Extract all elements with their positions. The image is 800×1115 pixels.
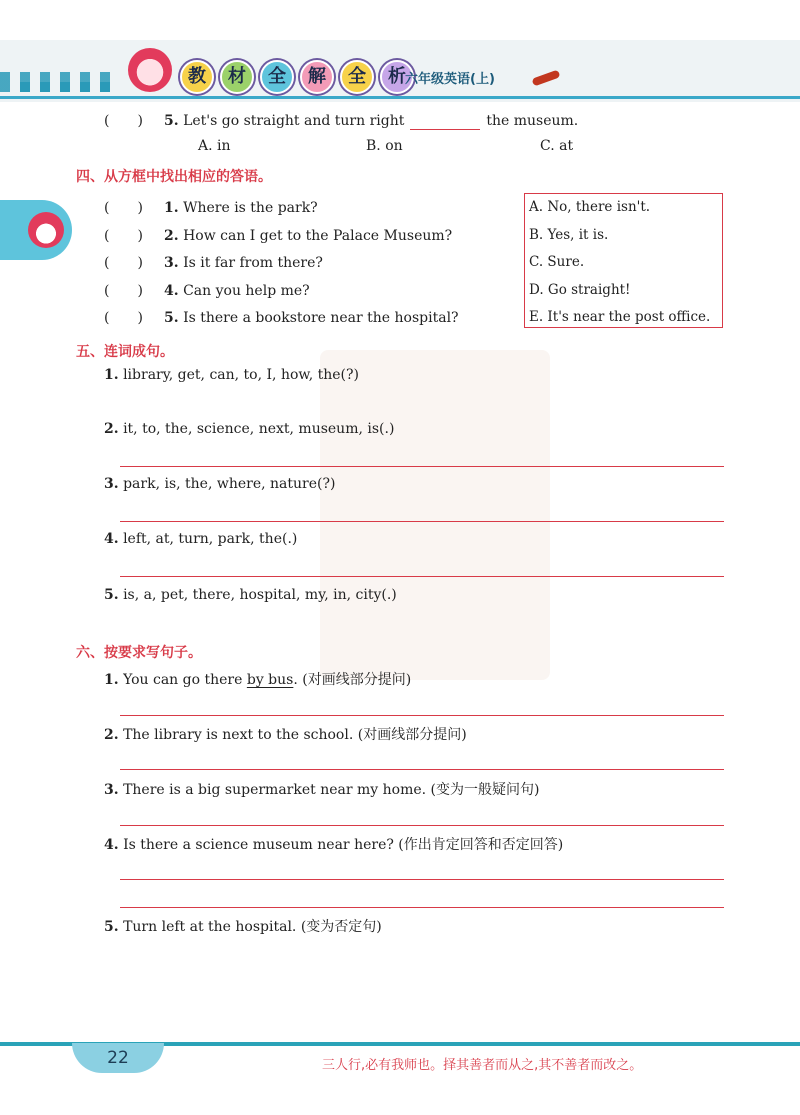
question-number: 2. bbox=[104, 421, 119, 437]
match-row bbox=[104, 307, 459, 327]
underlined-part: by bus bbox=[246, 672, 294, 688]
question-number: 5. bbox=[104, 587, 119, 603]
question-number: 2. bbox=[104, 727, 119, 743]
question-number: 1. bbox=[104, 672, 119, 688]
title-char: 材 bbox=[220, 60, 254, 94]
question-text: Let's go straight and turn right bbox=[183, 113, 405, 129]
question-text: Is it far from there? bbox=[183, 255, 323, 271]
question-number: 5. bbox=[164, 310, 179, 326]
title-char: 教 bbox=[180, 60, 214, 94]
answer-option: A. No, there isn't. bbox=[529, 199, 651, 215]
instruction: . (对画线部分提问) bbox=[293, 672, 412, 688]
answer-line[interactable] bbox=[120, 825, 724, 826]
question-number: 3. bbox=[104, 782, 119, 798]
option-c: C. at bbox=[540, 138, 574, 154]
question-number: 4. bbox=[164, 283, 179, 299]
mascot-icon bbox=[128, 48, 172, 92]
answer-line[interactable] bbox=[120, 466, 724, 467]
match-row bbox=[104, 225, 452, 245]
instruction: (变为否定句) bbox=[296, 919, 382, 935]
question-text: Where is the park? bbox=[183, 200, 318, 216]
question-text: How can I get to the Palace Museum? bbox=[183, 228, 453, 244]
rewrite-row bbox=[104, 669, 411, 689]
question-number: 4. bbox=[104, 837, 119, 853]
answer-bracket[interactable]: ( ) bbox=[104, 310, 143, 326]
book-title bbox=[180, 60, 414, 94]
instruction: (变为一般疑问句) bbox=[426, 782, 540, 798]
book-subtitle: 六年级英语(上) bbox=[405, 72, 495, 87]
answer-option: B. Yes, it is. bbox=[529, 226, 609, 243]
question-number: 1. bbox=[164, 200, 179, 216]
title-char: 析 bbox=[380, 60, 414, 94]
match-row bbox=[104, 280, 310, 300]
sentence-row bbox=[104, 421, 394, 437]
question-text: is, a, pet, there, hospital, my, in, city(.) bbox=[123, 587, 397, 603]
answer-options-box bbox=[524, 193, 723, 328]
section-title: 五、连词成句。 bbox=[76, 344, 174, 360]
answer-line[interactable] bbox=[120, 907, 724, 908]
sentence-row bbox=[104, 367, 359, 383]
answer-bracket[interactable]: ( ) bbox=[104, 200, 143, 216]
question-text: it, to, the, science, next, museum, is(.) bbox=[123, 421, 395, 437]
option-a: A. in bbox=[198, 138, 231, 154]
title-char: 全 bbox=[260, 60, 294, 94]
fox-mascot-icon bbox=[28, 212, 64, 248]
fill-blank[interactable] bbox=[410, 115, 480, 130]
question-text: Can you help me? bbox=[183, 283, 310, 299]
question-number: 1. bbox=[104, 367, 119, 383]
rewrite-row bbox=[104, 779, 539, 799]
answer-line[interactable] bbox=[120, 879, 724, 880]
option-b: B. on bbox=[366, 138, 403, 154]
answer-bracket[interactable]: ( ) bbox=[104, 113, 143, 129]
question-text: The library is next to the school. bbox=[123, 727, 354, 743]
question-number: 3. bbox=[164, 255, 179, 271]
question-text: Is there a science museum near here? bbox=[123, 837, 394, 853]
question-number: 5. bbox=[104, 919, 119, 935]
page-number: 22 bbox=[107, 1048, 129, 1068]
match-row bbox=[104, 252, 323, 272]
answer-line[interactable] bbox=[120, 715, 724, 716]
watermark bbox=[320, 350, 550, 680]
answer-bracket[interactable]: ( ) bbox=[104, 255, 143, 271]
rewrite-row bbox=[104, 916, 382, 936]
question-text: library, get, can, to, I, how, the(?) bbox=[123, 367, 359, 383]
question-text: park, is, the, where, nature(?) bbox=[123, 476, 336, 492]
answer-option: D. Go straight! bbox=[529, 281, 631, 298]
header-rule bbox=[0, 96, 800, 99]
sentence-row bbox=[104, 587, 397, 603]
question-text: left, at, turn, park, the(.) bbox=[123, 531, 298, 547]
title-char: 全 bbox=[340, 60, 374, 94]
answer-line[interactable] bbox=[120, 769, 724, 770]
match-row bbox=[104, 197, 318, 217]
instruction: (作出肯定回答和否定回答) bbox=[393, 837, 564, 853]
section-title: 六、按要求写句子。 bbox=[76, 645, 202, 661]
answer-bracket[interactable]: ( ) bbox=[104, 228, 143, 244]
question-text: the museum. bbox=[486, 113, 579, 129]
section-title: 四、从方框中找出相应的答语。 bbox=[76, 169, 272, 185]
question-text: You can go there bbox=[123, 672, 243, 688]
question-row bbox=[104, 110, 578, 130]
question-text: Turn left at the hospital. bbox=[123, 919, 297, 935]
rewrite-row bbox=[104, 724, 467, 744]
question-number: 3. bbox=[104, 476, 119, 492]
sentence-row bbox=[104, 476, 335, 492]
instruction: (对画线部分提问) bbox=[353, 727, 467, 743]
answer-option: C. Sure. bbox=[529, 254, 585, 270]
question-number: 5. bbox=[164, 113, 179, 129]
answer-line[interactable] bbox=[120, 576, 724, 577]
question-text: There is a big supermarket near my home. bbox=[123, 782, 427, 798]
header-checker-decoration-2 bbox=[10, 82, 120, 92]
footer-motto: 三人行,必有我师也。择其善者而从之,其不善者而改之。 bbox=[322, 1058, 643, 1073]
answer-bracket[interactable]: ( ) bbox=[104, 283, 143, 299]
question-text: Is there a bookstore near the hospital? bbox=[183, 310, 459, 326]
answer-line[interactable] bbox=[120, 521, 724, 522]
rewrite-row bbox=[104, 834, 563, 854]
answer-option: E. It's near the post office. bbox=[529, 309, 711, 325]
question-number: 4. bbox=[104, 531, 119, 547]
question-number: 2. bbox=[164, 228, 179, 244]
title-char: 解 bbox=[300, 60, 334, 94]
sentence-row bbox=[104, 531, 297, 547]
